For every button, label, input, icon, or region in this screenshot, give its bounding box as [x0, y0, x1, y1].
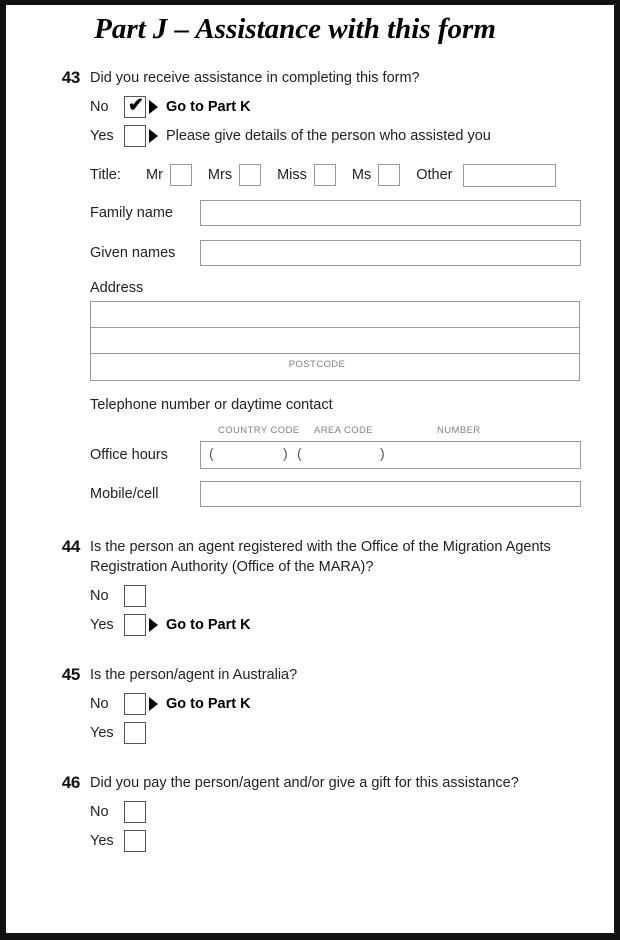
title-option-mrs[interactable]: [208, 164, 261, 186]
checkbox-46-yes[interactable]: [124, 830, 146, 852]
option-label-no: No: [90, 803, 109, 820]
option-label-no: No: [90, 587, 109, 604]
family-name-input[interactable]: [200, 200, 581, 226]
question-44-option-no[interactable]: [90, 581, 614, 610]
option-label-no: No: [90, 695, 109, 712]
option-label-yes: Yes: [90, 832, 114, 849]
question-43-text: Did you receive assistance in completing this form?: [90, 70, 420, 86]
question-43-option-yes[interactable]: [90, 121, 614, 150]
number-header: NUMBER: [437, 425, 481, 436]
family-name-label: Family name: [90, 205, 173, 221]
question-44-text: Is the person an agent registered with the Office of the Migration Agents Registration Authority (Office of the MARA)?: [90, 539, 551, 575]
office-hours-row: [90, 441, 614, 469]
question-46-text: Did you pay the person/agent and/or give a gift for this assistance?: [90, 775, 519, 791]
question-45-text: Is the person/agent in Australia?: [90, 667, 298, 683]
country-code-open-paren: (: [209, 445, 214, 461]
question-43: [6, 68, 614, 150]
mobile-cell-label: Mobile/cell: [90, 486, 159, 502]
checkbox-45-yes[interactable]: [124, 722, 146, 744]
title-other-input[interactable]: [463, 164, 556, 187]
checkbox-title-mr[interactable]: [170, 164, 192, 186]
title-option-miss-label: Miss: [277, 167, 307, 183]
question-44: [6, 537, 614, 639]
mobile-cell-row: [90, 481, 614, 507]
question-44-yes-followup: Go to Part K: [166, 616, 251, 633]
question-44-number: 44: [61, 537, 80, 556]
title-option-ms-label: Ms: [351, 167, 372, 183]
address-line-3-row[interactable]: [91, 354, 579, 380]
area-code-close-paren: ): [380, 445, 385, 461]
question-43-no-followup: Go to Part K: [166, 98, 251, 115]
arrow-right-icon: [149, 100, 158, 114]
given-names-label: Given names: [90, 245, 176, 261]
arrow-right-icon: [149, 618, 158, 632]
title-option-miss[interactable]: [277, 164, 336, 186]
checkbox-45-no[interactable]: [124, 693, 146, 715]
family-name-row: [90, 200, 614, 226]
question-43-number: 43: [61, 68, 80, 87]
check-icon: ✔: [128, 94, 144, 116]
form-page: [6, 5, 614, 933]
question-45-no-followup: Go to Part K: [166, 695, 251, 712]
area-code-header: AREA CODE: [314, 425, 374, 436]
checkbox-43-yes[interactable]: [124, 125, 146, 147]
question-46: [6, 773, 614, 855]
title-option-ms[interactable]: [352, 164, 400, 186]
postcode-label: POSTCODE: [288, 359, 346, 370]
telephone-label: Telephone number or daytime contact: [90, 397, 333, 413]
country-code-close-paren: ): [283, 445, 288, 461]
question-45-number: 45: [61, 665, 80, 684]
question-43-option-no[interactable]: [90, 92, 614, 121]
title-row-label: Title:: [90, 167, 121, 183]
question-46-number: 46: [61, 773, 80, 792]
question-46-option-no[interactable]: [90, 797, 614, 826]
office-hours-label: Office hours: [90, 447, 168, 463]
question-43-yes-followup: Please give details of the person who assisted you: [166, 127, 491, 144]
address-label: Address: [90, 280, 144, 296]
arrow-right-icon: [149, 697, 158, 711]
checkbox-title-miss[interactable]: [314, 164, 336, 186]
title-option-mrs-label: Mrs: [207, 167, 233, 183]
checkbox-43-no[interactable]: [124, 96, 146, 118]
checkbox-44-no[interactable]: [124, 585, 146, 607]
address-block: [90, 301, 580, 381]
title-row: [90, 160, 614, 190]
title-option-mr[interactable]: [146, 164, 192, 186]
checkbox-title-ms[interactable]: [378, 164, 400, 186]
question-46-option-yes[interactable]: [90, 826, 614, 855]
mobile-cell-input[interactable]: [200, 481, 581, 507]
given-names-row: [90, 240, 614, 266]
address-line-2-input[interactable]: [91, 328, 579, 354]
assisting-person-details: [6, 160, 614, 507]
office-hours-input[interactable]: [200, 441, 581, 469]
title-option-other[interactable]: [416, 164, 555, 187]
option-label-no: No: [90, 98, 109, 115]
checkbox-46-no[interactable]: [124, 801, 146, 823]
address-line-1-input[interactable]: [91, 302, 579, 328]
arrow-right-icon: [149, 129, 158, 143]
title-option-mr-label: Mr: [146, 167, 163, 183]
question-45-option-yes[interactable]: [90, 718, 614, 747]
title-option-other-label: Other: [416, 167, 453, 183]
checkbox-title-mrs[interactable]: [239, 164, 261, 186]
option-label-yes: Yes: [90, 127, 114, 144]
area-code-open-paren: (: [297, 445, 302, 461]
question-44-option-yes[interactable]: [90, 610, 614, 639]
option-label-yes: Yes: [90, 616, 114, 633]
page-title: Part J – Assistance with this form: [94, 13, 496, 45]
question-45: [6, 665, 614, 747]
given-names-input[interactable]: [200, 240, 581, 266]
question-45-option-no[interactable]: [90, 689, 614, 718]
option-label-yes: Yes: [90, 724, 114, 741]
checkbox-44-yes[interactable]: [124, 614, 146, 636]
phone-column-headers: [200, 425, 614, 439]
country-code-header: COUNTRY CODE: [218, 425, 300, 436]
